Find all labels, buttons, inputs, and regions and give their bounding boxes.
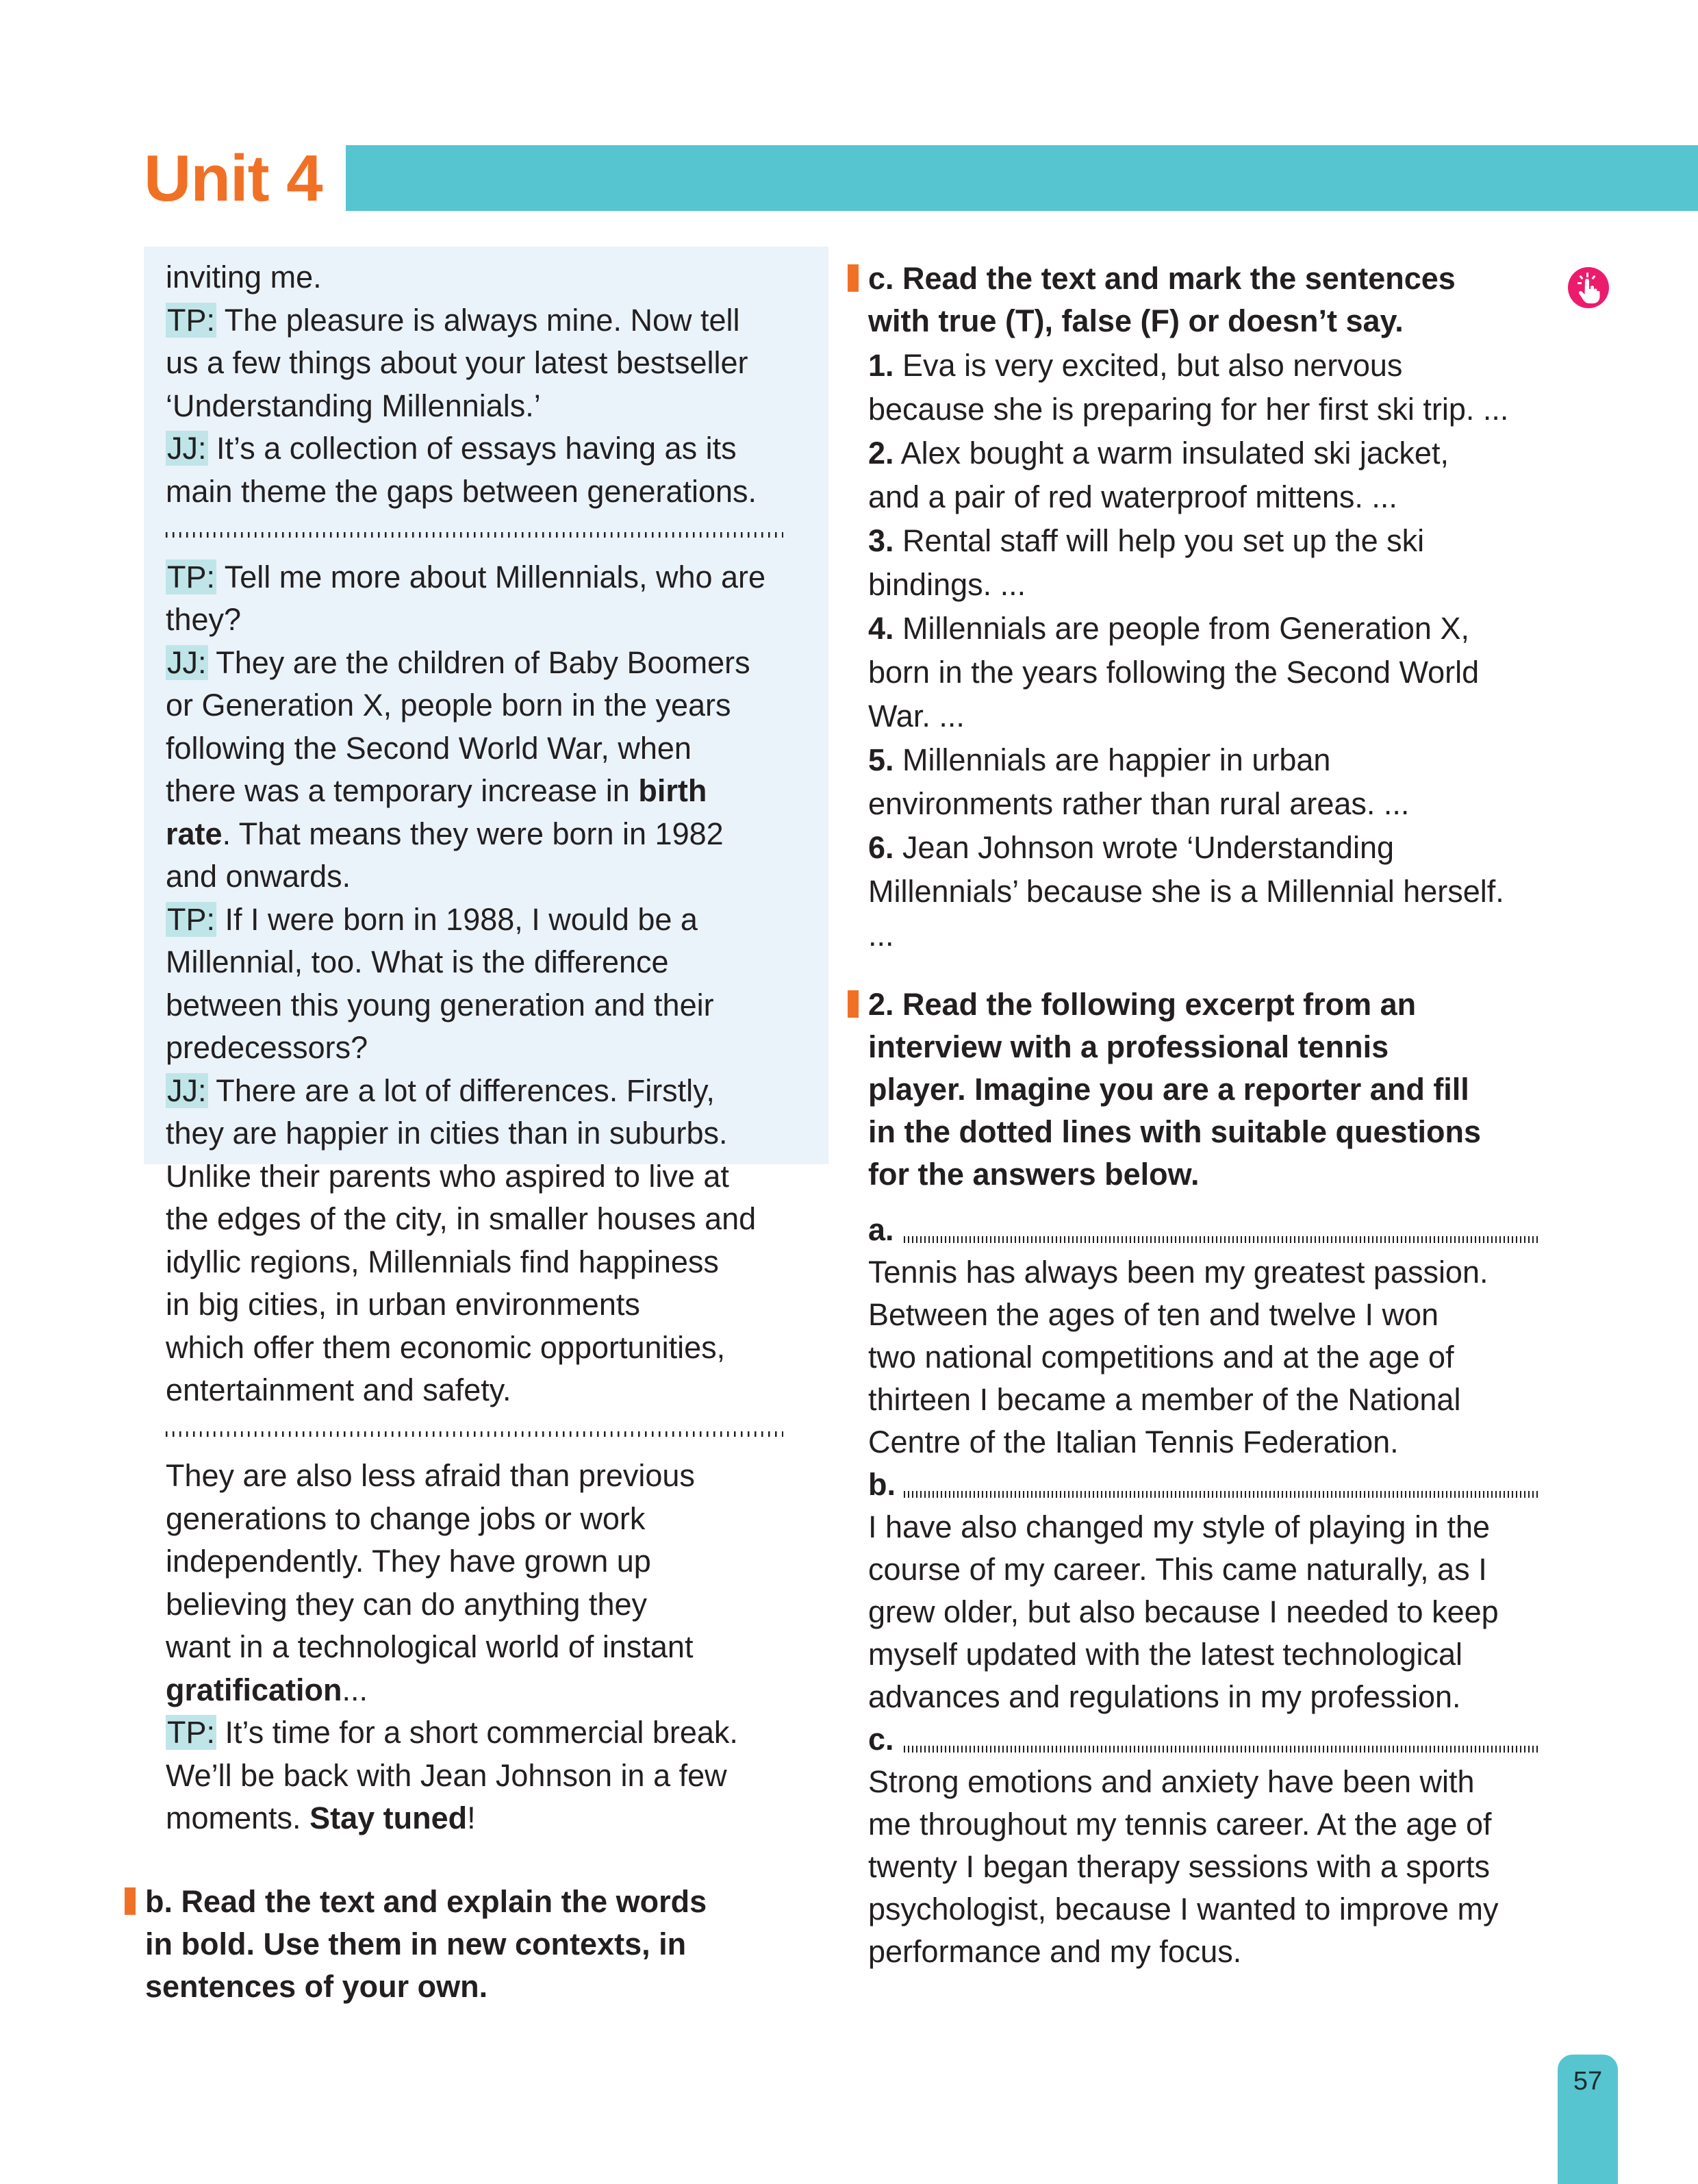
dialogue-text: ...: [342, 1672, 368, 1707]
dialogue-text: between this young generation and their: [166, 987, 714, 1022]
task-b-line: sentences of your own.: [145, 1969, 488, 2004]
dialogue-text: inviting me.: [166, 260, 322, 294]
statement-line: [868, 738, 1567, 782]
dialogue-line: [166, 1369, 808, 1412]
dialogue-text: believing they can do anything they: [166, 1586, 647, 1622]
task-b-line: b. Read the text and explain the words: [145, 1884, 707, 1919]
answer-line: Strong emotions and anxiety have been with: [868, 1764, 1475, 1799]
statement-item: [868, 519, 1567, 607]
speaker-label: TP:: [167, 302, 216, 338]
task-2-heading-line: player. Imagine you are a reporter and fill: [868, 1072, 1469, 1107]
speaker-label: JJ:: [167, 1072, 207, 1108]
statement-text: bindings. ...: [868, 567, 1026, 602]
bold-vocabulary-word: birth: [638, 773, 707, 808]
statement-text: Eva is very excited, but also nervous: [902, 348, 1403, 383]
dialogue-line: [166, 1540, 808, 1583]
page-number-tab: [1558, 2055, 1618, 2184]
statement-line: [868, 870, 1567, 914]
statement-number: 6.: [868, 830, 894, 865]
dialogue-line: [166, 770, 808, 813]
statement-line: [868, 782, 1567, 826]
statement-line: [868, 344, 1567, 388]
statement-text: born in the years following the Second World: [868, 655, 1480, 690]
dialogue-text: which offer them economic opportunities,: [166, 1329, 726, 1365]
answer-line: I have also changed my style of playing in the: [868, 1509, 1491, 1544]
dialogue-text: there was a temporary increase in: [166, 773, 639, 808]
dialogue-line: [166, 727, 808, 770]
question-label: b.: [868, 1467, 896, 1502]
dialogue-line: [166, 1711, 808, 1755]
answer-line: thirteen I became a member of the National: [868, 1382, 1461, 1417]
dialogue-line: [166, 1797, 808, 1840]
dialogue-text: !: [467, 1800, 476, 1835]
dialogue-text: Unlike their parents who aspired to live at: [166, 1158, 729, 1194]
dialogue-text: in big cities, in urban environments: [166, 1287, 640, 1322]
statement-line: [868, 607, 1567, 651]
statement-text: environments rather than rural areas. ...: [868, 786, 1410, 821]
dialogue-line: [166, 1198, 808, 1241]
task-c-heading-line: with true (T), false (F) or doesn’t say.: [868, 303, 1404, 338]
dialogue-text: If I were born in 1988, I would be a: [216, 901, 698, 937]
dialogue-text: main theme the gaps between generations.: [166, 473, 757, 509]
dialogue-line: [166, 1155, 808, 1198]
bold-vocabulary-word: gratification: [166, 1672, 342, 1707]
dialogue-text: It’s a collection of essays having as its: [207, 431, 737, 466]
task-2-heading-line: 2. Read the following excerpt from an: [868, 987, 1417, 1022]
answer-line: psychologist, because I wanted to improve my: [868, 1892, 1499, 1926]
task-c-statements: [868, 344, 1567, 957]
task-c-heading: [868, 258, 1553, 342]
question-dotted-input[interactable]: [904, 1746, 1539, 1753]
answer-line: Centre of the Italian Tennis Federation.: [868, 1424, 1399, 1459]
dialogue-line: [166, 855, 808, 899]
question-label: c.: [868, 1722, 894, 1757]
dialogue-line: [166, 1027, 808, 1070]
dialogue-text: generations to change jobs or work: [166, 1501, 646, 1536]
statement-item: [868, 826, 1567, 957]
speaker-label: TP:: [167, 559, 216, 594]
statement-number: 2.: [868, 436, 894, 470]
dialogue-line: [166, 642, 808, 685]
answer-line: performance and my focus.: [868, 1934, 1242, 1969]
answer-dotted-line[interactable]: [166, 1412, 808, 1455]
statement-text: Rental staff will help you set up the ski: [902, 523, 1425, 558]
statement-item: [868, 607, 1567, 738]
dialogue-line: [166, 1498, 808, 1541]
statement-number: 5.: [868, 742, 894, 777]
statement-line: [868, 388, 1567, 431]
statement-item: [868, 431, 1567, 519]
statement-item: [868, 344, 1567, 431]
question-line-c: [868, 1718, 1567, 1761]
question-label: a.: [868, 1212, 894, 1247]
dialogue-line: [166, 342, 808, 385]
speaker-label: TP:: [167, 1715, 216, 1750]
task-marker: [848, 264, 859, 292]
statement-line: [868, 914, 1567, 957]
statement-text: Jean Johnson wrote ‘Understanding: [902, 830, 1395, 865]
dialogue-text: ‘Understanding Millennials.’: [166, 388, 541, 423]
answer-line: advances and regulations in my profession.: [868, 1679, 1461, 1714]
dialogue-line: [166, 599, 808, 642]
question-line-b: [868, 1464, 1567, 1506]
dialogue-text: they?: [166, 602, 242, 637]
dialogue-line: [166, 984, 808, 1027]
dialogue-line: [166, 1669, 808, 1712]
speaker-label: JJ:: [167, 644, 207, 680]
task-b-heading: [145, 1881, 830, 2008]
answer-line: course of my career. This came naturally, as I: [868, 1552, 1487, 1587]
answer-line: Tennis has always been my greatest passion.: [868, 1255, 1488, 1290]
dialogue-line: [166, 1583, 808, 1627]
answer-line: Between the ages of ten and twelve I won: [868, 1297, 1439, 1332]
dialogue-text: or Generation X, people born in the years: [166, 688, 731, 723]
statement-text: because she is preparing for her first ski trip. ...: [868, 392, 1509, 427]
dialogue-text: following the Second World War, when: [166, 730, 692, 766]
dialogue-text: Millennial, too. What is the difference: [166, 944, 669, 979]
answer-line: myself updated with the latest technological: [868, 1637, 1463, 1672]
dialogue-line: [166, 1455, 808, 1498]
statement-line: [868, 651, 1567, 694]
statement-text: War. ...: [868, 699, 965, 733]
dialogue-line: [166, 899, 808, 942]
dialogue-line: [166, 1626, 808, 1669]
dialogue-text: idyllic regions, Millennials find happiness: [166, 1244, 719, 1279]
answer-line: grew older, but also because I needed to keep: [868, 1594, 1499, 1629]
dialogue-text: They are also less afraid than previous: [166, 1458, 695, 1493]
dialogue-box: [144, 247, 828, 1835]
dialogue-text: moments.: [166, 1800, 310, 1835]
statement-number: 1.: [868, 348, 894, 383]
statement-line: [868, 475, 1567, 519]
dialogue-text: They are the children of Baby Boomers: [207, 644, 750, 680]
bold-vocabulary-word: Stay tuned: [309, 1800, 468, 1835]
dialogue-text: . That means they were born in 1982: [222, 816, 724, 851]
bold-vocabulary-word: rate: [166, 816, 223, 851]
page-number: 57: [1573, 2067, 1603, 2096]
dialogue-text: Tell me more about Millennials, who are: [216, 559, 766, 594]
statement-text: Millennials are happier in urban: [902, 742, 1331, 777]
dialogue-line: [166, 1070, 808, 1113]
dialogue-line: [166, 684, 808, 727]
dialogue-line: [166, 556, 808, 599]
statement-line: [868, 694, 1567, 738]
dialogue-text: independently. They have grown up: [166, 1544, 651, 1579]
dialogue-text: We’ll be back with Jean Johnson in a few: [166, 1757, 727, 1793]
statement-number: 3.: [868, 523, 894, 558]
task-2-heading-line: interview with a professional tennis: [868, 1029, 1389, 1064]
dialogue-line: [166, 941, 808, 984]
dialogue-text: predecessors?: [166, 1030, 368, 1065]
dialogue-line: [166, 1755, 808, 1798]
task-b-line: in bold. Use them in new contexts, in: [145, 1926, 687, 1961]
task-2-heading-line: for the answers below.: [868, 1157, 1200, 1192]
statement-text: ...: [868, 918, 894, 953]
answer-line: two national competitions and at the age of: [868, 1340, 1454, 1375]
statement-line: [868, 519, 1567, 563]
speaker-label: TP:: [167, 901, 216, 937]
dialogue-line: [166, 427, 808, 470]
dialogue-text: and onwards.: [166, 859, 351, 894]
statement-text: Alex bought a warm insulated ski jacket,: [900, 436, 1449, 470]
statement-text: Millennials’ because she is a Millennial herself.: [868, 874, 1504, 909]
answer-line: twenty I began therapy sessions with a sports: [868, 1849, 1490, 1884]
dialogue-text: the edges of the city, in smaller houses and: [166, 1201, 757, 1236]
dialogue-text: us a few things about your latest bestseller: [166, 345, 748, 380]
dialogue-text: they are happier in cities than in suburbs.: [166, 1116, 728, 1151]
dialogue-text: want in a technological world of instant: [166, 1629, 694, 1664]
unit-header-bar: [346, 145, 1698, 211]
dialogue-line: [166, 813, 808, 856]
task-2-heading-line: in the dotted lines with suitable questions: [868, 1114, 1482, 1149]
question-line-a: [868, 1209, 1567, 1251]
task-c-heading-line: c. Read the text and mark the sentences: [868, 261, 1456, 296]
answer-line: me throughout my tennis career. At the age of: [868, 1807, 1492, 1842]
task-marker: [848, 990, 859, 1018]
unit-title: Unit 4: [144, 142, 322, 215]
statement-number: 4.: [868, 611, 894, 646]
statement-item: [868, 738, 1567, 826]
dialogue-line: [166, 1327, 808, 1370]
dialogue-line: [166, 299, 808, 342]
statement-text: Millennials are people from Generation X,: [902, 611, 1469, 646]
statement-line: [868, 563, 1567, 607]
speaker-label: JJ:: [167, 431, 207, 466]
tap-hand-icon[interactable]: [1568, 267, 1609, 308]
statement-line: [868, 431, 1567, 475]
question-dotted-input[interactable]: [904, 1236, 1539, 1243]
answer-dotted-line[interactable]: [166, 513, 808, 556]
dialogue-text: The pleasure is always mine. Now tell: [216, 302, 740, 338]
dialogue-line: [166, 1241, 808, 1284]
dialogue-text: entertainment and safety.: [166, 1372, 511, 1407]
task-marker: [125, 1887, 136, 1915]
statement-line: [868, 826, 1567, 870]
statement-text: and a pair of red waterproof mittens. ...: [868, 479, 1397, 514]
dialogue-text: It’s time for a short commercial break.: [216, 1715, 738, 1750]
dialogue-line: [166, 256, 808, 299]
dialogue-text: There are a lot of differences. Firstly,: [207, 1072, 715, 1108]
task-2-heading: [868, 983, 1580, 1196]
dialogue-line: [166, 470, 808, 514]
task-2-items: [868, 1209, 1567, 1973]
dialogue-line: [166, 385, 808, 428]
question-dotted-input[interactable]: [904, 1491, 1539, 1498]
dialogue-line: [166, 1112, 808, 1155]
dialogue-line: [166, 1283, 808, 1327]
